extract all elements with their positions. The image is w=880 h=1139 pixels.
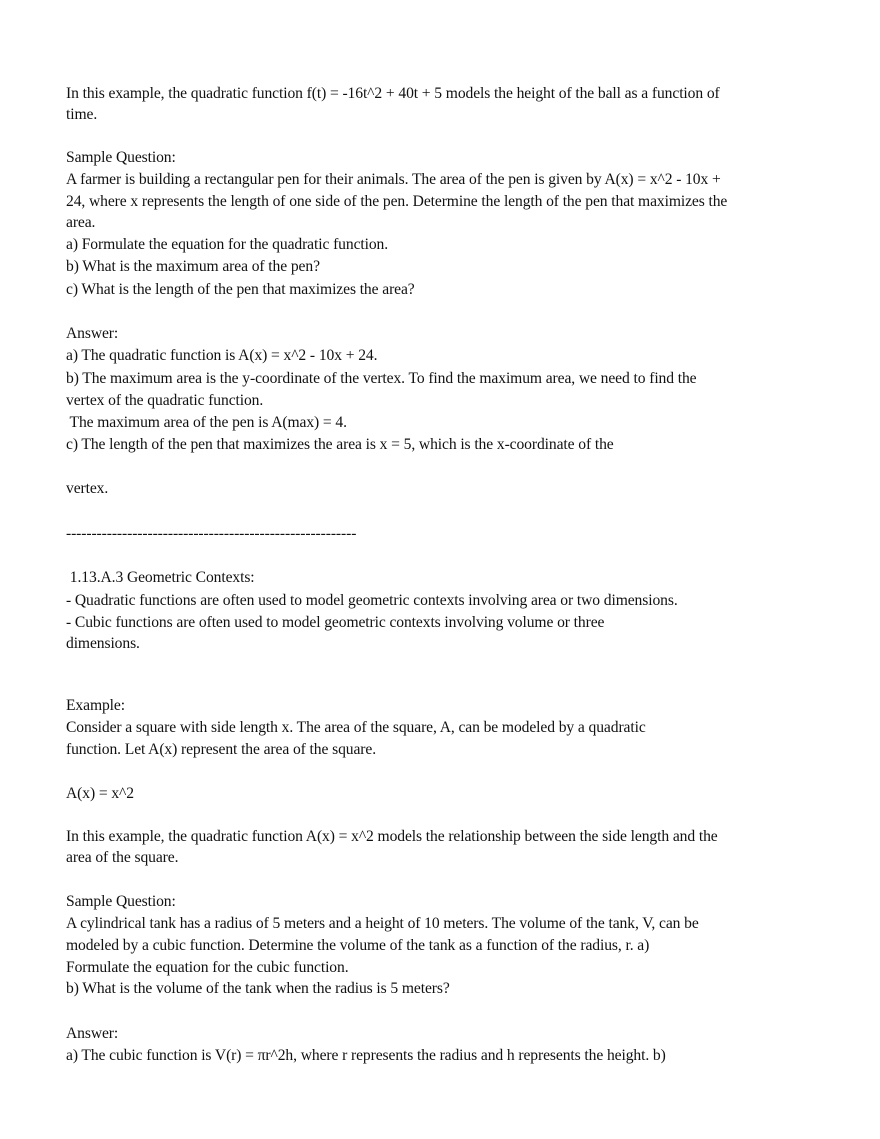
- text-line: Formulate the equation for the cubic function.: [66, 959, 349, 976]
- section-divider: ---------------------------------------------------------: [66, 525, 357, 542]
- text-line: A cylindrical tank has a radius of 5 meters and a height of 10 meters. The volume of the tank, V, can be: [66, 915, 699, 932]
- text-line: A farmer is building a rectangular pen for their animals. The area of the pen is given by A(x) = x^2 - 10x +: [66, 171, 721, 188]
- text-line: The maximum area of the pen is A(max) = 4.: [66, 414, 347, 431]
- text-line: Answer:: [66, 325, 119, 342]
- text-line: Sample Question:: [66, 893, 176, 910]
- text-line: b) What is the volume of the tank when the radius is 5 meters?: [66, 980, 450, 997]
- text-line: function. Let A(x) represent the area of the square.: [66, 741, 377, 758]
- text-line: Answer:: [66, 1025, 119, 1042]
- text-line: - Cubic functions are often used to model geometric contexts involving volume or three: [66, 614, 605, 631]
- text-line: A(x) = x^2: [66, 785, 134, 802]
- text-line: 1.13.A.3 Geometric Contexts:: [66, 569, 255, 586]
- text-line: In this example, the quadratic function f(t) = -16t^2 + 40t + 5 models the height of the ball as a function of: [66, 85, 720, 102]
- text-line: Consider a square with side length x. The area of the square, A, can be modeled by a quadratic: [66, 719, 646, 736]
- text-line: a) The cubic function is V(r) = πr^2h, where r represents the radius and h represents the height. b): [66, 1047, 666, 1064]
- text-line: vertex.: [66, 480, 109, 497]
- text-line: c) The length of the pen that maximizes the area is x = 5, which is the x-coordinate of the: [66, 436, 614, 453]
- text-line: b) The maximum area is the y-coordinate of the vertex. To find the maximum area, we need to find the: [66, 370, 697, 387]
- text-line: area.: [66, 214, 96, 231]
- text-line: - Quadratic functions are often used to model geometric contexts involving area or two dimensions.: [66, 592, 678, 609]
- text-line: In this example, the quadratic function A(x) = x^2 models the relationship between the side length and the: [66, 828, 718, 845]
- text-line: time.: [66, 106, 98, 123]
- text-line: a) The quadratic function is A(x) = x^2 - 10x + 24.: [66, 347, 378, 364]
- text-line: area of the square.: [66, 849, 179, 866]
- text-line: b) What is the maximum area of the pen?: [66, 258, 320, 275]
- text-line: Sample Question:: [66, 149, 176, 166]
- text-line: a) Formulate the equation for the quadratic function.: [66, 236, 389, 253]
- text-line: 24, where x represents the length of one side of the pen. Determine the length of the pen that maximizes the: [66, 193, 728, 210]
- text-line: c) What is the length of the pen that maximizes the area?: [66, 281, 415, 298]
- text-line: Example:: [66, 697, 125, 714]
- text-line: modeled by a cubic function. Determine the volume of the tank as a function of the radius, r. a): [66, 937, 650, 954]
- text-line: dimensions.: [66, 635, 140, 652]
- text-line: vertex of the quadratic function.: [66, 392, 264, 409]
